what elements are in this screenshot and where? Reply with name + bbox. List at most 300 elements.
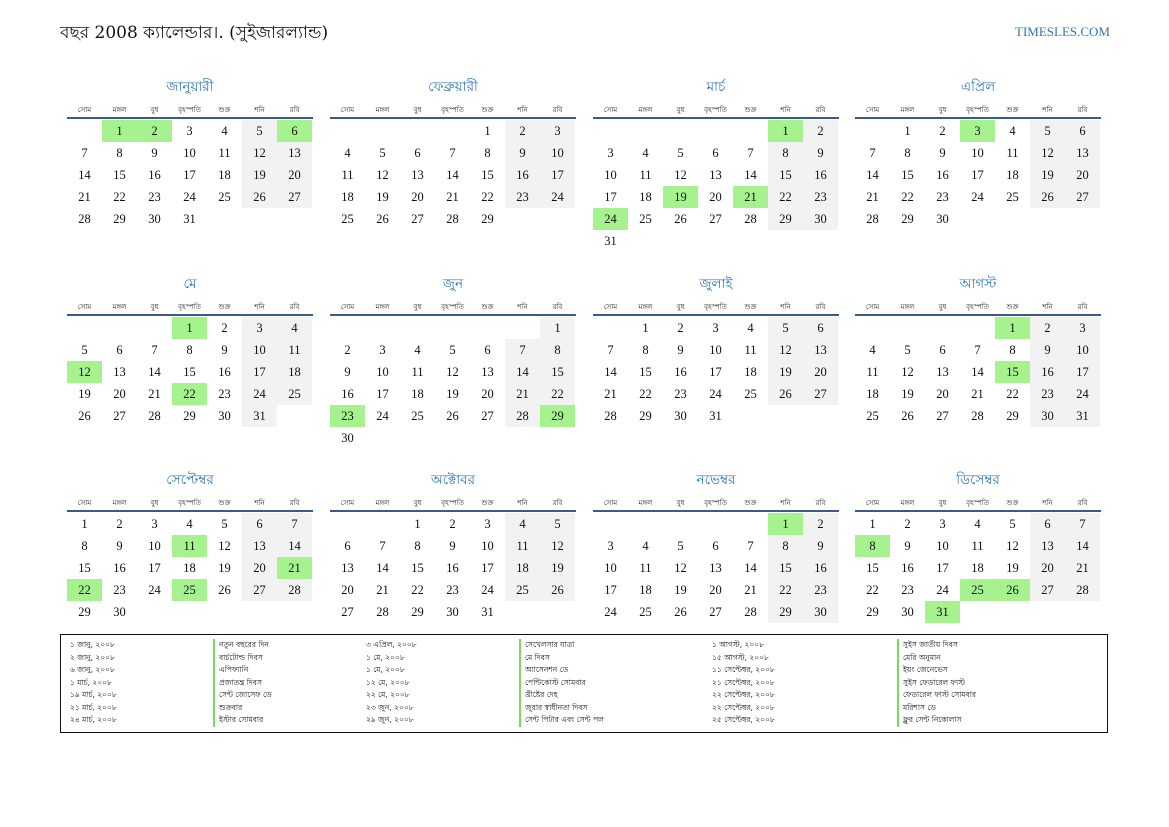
day-cell: 8 [642, 343, 649, 357]
holiday-name-column [519, 639, 604, 727]
day-cell: 15 [113, 168, 126, 182]
day-cell: 30 [1030, 405, 1065, 427]
day-cell: 4 [344, 146, 351, 160]
holiday-date: ২৪ মার্চ, ২০০৮ [70, 715, 117, 724]
day-cell: 18 [639, 190, 652, 204]
holiday-day-cell: 26 [995, 579, 1030, 601]
day-cell: 26 [242, 186, 277, 208]
day-cell: 16 [505, 164, 540, 186]
weekday-label: বৃহস্পতি [966, 499, 989, 507]
day-cell: 24 [183, 190, 196, 204]
month-name: মার্চ [706, 79, 726, 95]
weekday-label: বুধ [938, 106, 947, 114]
day-cell: 30 [446, 605, 459, 619]
weekday-label: রবি [1077, 499, 1088, 507]
day-cell: 14 [505, 361, 540, 383]
weekday-label: রবি [552, 303, 563, 311]
holiday-date-column [712, 639, 775, 727]
day-cell: 10 [604, 561, 617, 575]
holiday-day-cell: 1 [768, 513, 803, 535]
holiday-date: ১ মে, ২০০৮ [366, 665, 405, 674]
day-cell: 1 [484, 124, 491, 138]
month-name: ফেব্রুয়ারী [428, 79, 478, 95]
month-header-rule [330, 314, 576, 316]
day-cell: 26 [218, 583, 231, 597]
day-cell: 29 [481, 212, 494, 226]
day-cell: 1 [414, 517, 421, 531]
holiday-name: সেন্ট পিটার এবং সেন্ট পল [519, 714, 604, 727]
day-cell: 3 [484, 517, 491, 531]
holiday-day-cell: 23 [330, 405, 365, 427]
day-cell: 23 [803, 186, 838, 208]
day-cell: 7 [747, 146, 754, 160]
day-cell: 12 [242, 142, 277, 164]
day-cell: 14 [277, 535, 312, 557]
day-cell: 6 [242, 513, 277, 535]
day-cell: 1 [642, 321, 649, 335]
weekday-label: বুধ [150, 106, 159, 114]
weekday-label: রবি [815, 499, 826, 507]
holiday-name: সুইস জাতীয় দিবস [897, 639, 976, 652]
weekday-label: শুক্র [481, 106, 494, 114]
holiday-date: ২৩ জুন, ২০০৮ [366, 702, 414, 712]
weekday-label: শনি [780, 499, 791, 507]
day-cell: 11 [505, 535, 540, 557]
month-name: নভেম্বর [696, 472, 736, 488]
holiday-day-cell: 1 [172, 317, 207, 339]
day-cell: 17 [1065, 361, 1100, 383]
holiday-day-cell: 3 [960, 120, 995, 142]
day-cell: 10 [540, 142, 575, 164]
day-cell: 22 [901, 190, 914, 204]
holiday-date: ২১ সেপ্টেম্বর, ২০০৮ [712, 677, 775, 687]
weekday-label: সোম [603, 303, 618, 311]
day-cell: 26 [768, 383, 803, 405]
day-cell: 11 [639, 561, 652, 575]
day-cell: 19 [768, 361, 803, 383]
day-cell: 30 [218, 409, 231, 423]
holiday-name: জুরার স্বাধীনতা দিবস [519, 702, 604, 715]
day-cell: 22 [481, 190, 494, 204]
day-cell: 7 [869, 146, 876, 160]
day-cell: 9 [449, 539, 456, 553]
day-cell: 21 [376, 583, 389, 597]
day-cell: 14 [744, 561, 757, 575]
day-cell: 2 [904, 517, 911, 531]
weekday-label: মঙ্গল [638, 499, 653, 507]
holiday-day-cell: 8 [855, 535, 890, 557]
day-cell: 29 [183, 409, 196, 423]
day-cell: 29 [768, 208, 803, 230]
day-cell: 18 [866, 387, 879, 401]
holiday-date: ১ জানু, ২০০৮ [70, 640, 115, 649]
day-cell: 10 [709, 343, 722, 357]
day-cell: 1 [540, 317, 575, 339]
holiday-day-cell: 21 [277, 557, 312, 579]
day-cell: 13 [113, 365, 126, 379]
day-cell: 8 [186, 343, 193, 357]
day-cell: 19 [376, 190, 389, 204]
day-cell: 24 [1065, 383, 1100, 405]
day-cell: 16 [446, 561, 459, 575]
weekday-label: শনি [517, 499, 528, 507]
day-cell: 7 [505, 339, 540, 361]
weekday-label: শুক্র [218, 499, 231, 507]
day-cell: 16 [218, 365, 231, 379]
day-cell: 28 [376, 605, 389, 619]
weekday-label: বৃহস্পতি [441, 499, 464, 507]
day-cell: 24 [709, 387, 722, 401]
weekday-label: মঙ্গল [375, 106, 390, 114]
month-name: জুন [442, 276, 464, 292]
day-cell: 14 [604, 365, 617, 379]
day-cell: 6 [712, 539, 719, 553]
day-cell: 13 [411, 168, 424, 182]
day-cell: 25 [218, 190, 231, 204]
day-cell: 10 [376, 365, 389, 379]
day-cell: 6 [414, 146, 421, 160]
weekday-label: শনি [517, 106, 528, 114]
holiday-name: পেন্টিকোস্ট সোমবার [519, 677, 604, 690]
weekday-label: সোম [340, 303, 355, 311]
weekday-label: রবি [1077, 106, 1088, 114]
holiday-date: ৬ জানু, ২০০৮ [70, 665, 115, 674]
weekday-label: শুক্র [218, 106, 231, 114]
holiday-name: ইয়ং জেনেভেস [897, 664, 976, 677]
day-cell: 7 [974, 343, 981, 357]
day-cell: 30 [901, 605, 914, 619]
day-cell: 18 [1006, 168, 1019, 182]
month-header-rule [67, 117, 313, 119]
day-cell: 13 [242, 535, 277, 557]
day-cell: 25 [744, 387, 757, 401]
holiday-day-cell: 29 [540, 405, 575, 427]
day-cell: 20 [709, 190, 722, 204]
weekday-label: রবি [289, 499, 300, 507]
day-cell: 11 [411, 365, 424, 379]
weekday-label: সোম [603, 499, 618, 507]
day-cell: 2 [803, 513, 838, 535]
day-cell: 3 [607, 539, 614, 553]
weekday-label: শুক্র [1006, 303, 1019, 311]
day-cell: 25 [639, 605, 652, 619]
day-cell: 15 [183, 365, 196, 379]
day-cell: 4 [1009, 124, 1016, 138]
day-cell: 29 [639, 409, 652, 423]
day-cell: 5 [221, 517, 228, 531]
day-cell: 13 [1030, 535, 1065, 557]
day-cell: 27 [1030, 579, 1065, 601]
day-cell: 17 [936, 561, 949, 575]
day-cell: 24 [242, 383, 277, 405]
day-cell: 9 [221, 343, 228, 357]
day-cell: 27 [341, 605, 354, 619]
page-title: বছর 2008 ক্যালেন্ডার।. (সুইজারল্যান্ড) [60, 23, 329, 43]
month-name: জুলাই [699, 276, 733, 292]
day-cell: 27 [1065, 186, 1100, 208]
day-cell: 27 [411, 212, 424, 226]
month-header-rule [855, 117, 1101, 119]
holiday-name: সুইস ফেডারেল ফাস্ট [897, 677, 976, 690]
day-cell: 5 [768, 317, 803, 339]
month-header-rule [67, 314, 313, 316]
day-cell: 5 [81, 343, 88, 357]
day-cell: 12 [768, 339, 803, 361]
day-cell: 11 [1006, 146, 1019, 160]
holiday-day-cell: 25 [172, 579, 207, 601]
day-cell: 6 [1030, 513, 1065, 535]
day-cell: 20 [1030, 557, 1065, 579]
weekday-label: শনি [1042, 499, 1053, 507]
day-cell: 7 [151, 343, 158, 357]
day-cell: 10 [936, 539, 949, 553]
day-cell: 12 [674, 168, 687, 182]
day-cell: 28 [1065, 579, 1100, 601]
weekday-label: মঙ্গল [112, 106, 127, 114]
day-cell: 27 [936, 409, 949, 423]
day-cell: 5 [904, 343, 911, 357]
day-cell: 31 [481, 605, 494, 619]
day-cell: 28 [971, 409, 984, 423]
day-cell: 12 [218, 539, 231, 553]
day-cell: 10 [242, 339, 277, 361]
day-cell: 3 [607, 146, 614, 160]
day-cell: 27 [709, 605, 722, 619]
day-cell: 15 [768, 557, 803, 579]
weekday-label: মঙ্গল [112, 499, 127, 507]
day-cell: 24 [604, 605, 617, 619]
weekday-label: সোম [340, 499, 355, 507]
day-cell: 3 [151, 517, 158, 531]
day-cell: 21 [744, 583, 757, 597]
day-cell: 17 [481, 561, 494, 575]
day-cell: 28 [604, 409, 617, 423]
weekday-label: শুক্র [744, 303, 757, 311]
weekday-label: শনি [780, 303, 791, 311]
day-cell: 13 [709, 561, 722, 575]
month-header-rule [593, 314, 839, 316]
day-cell: 22 [768, 186, 803, 208]
holiday-date: ১৫ আগস্ট, ২০০৮ [712, 652, 769, 662]
day-cell: 7 [1065, 513, 1100, 535]
day-cell: 1 [904, 124, 911, 138]
month-name: সেপ্টেম্বর [166, 472, 214, 488]
day-cell: 17 [709, 365, 722, 379]
day-cell: 9 [939, 146, 946, 160]
day-cell: 18 [218, 168, 231, 182]
weekday-label: বৃহস্পতি [178, 106, 201, 114]
day-cell: 26 [901, 409, 914, 423]
day-cell: 8 [768, 142, 803, 164]
holiday-day-cell: 21 [733, 186, 768, 208]
weekday-label: বুধ [676, 106, 685, 114]
day-cell: 18 [505, 557, 540, 579]
weekday-label: বৃহস্পতি [704, 303, 727, 311]
day-cell: 13 [277, 142, 312, 164]
day-cell: 7 [607, 343, 614, 357]
holiday-name-column [213, 639, 272, 727]
day-cell: 13 [936, 365, 949, 379]
day-cell: 28 [78, 212, 91, 226]
day-cell: 26 [446, 409, 459, 423]
day-cell: 17 [148, 561, 161, 575]
day-cell: 8 [81, 539, 88, 553]
holiday-day-cell: 22 [172, 383, 207, 405]
holiday-day-cell: 1 [102, 120, 137, 142]
weekday-label: বৃহস্পতি [704, 106, 727, 114]
day-cell: 2 [505, 120, 540, 142]
day-cell: 29 [1006, 409, 1019, 423]
day-cell: 18 [341, 190, 354, 204]
day-cell: 23 [936, 190, 949, 204]
day-cell: 12 [674, 561, 687, 575]
day-cell: 21 [78, 190, 91, 204]
holiday-name: ইস্টার সোমবার [213, 714, 272, 727]
day-cell: 16 [803, 557, 838, 579]
site-link[interactable]: TIMESLES.COM [1015, 24, 1110, 39]
day-cell: 21 [505, 383, 540, 405]
day-cell: 19 [540, 557, 575, 579]
holiday-date-column [366, 639, 417, 727]
day-cell: 2 [803, 120, 838, 142]
day-cell: 23 [1030, 383, 1065, 405]
weekday-label: মঙ্গল [900, 303, 915, 311]
day-cell: 20 [803, 361, 838, 383]
weekday-label: শুক্র [1006, 106, 1019, 114]
day-cell: 30 [148, 212, 161, 226]
day-cell: 5 [540, 513, 575, 535]
day-cell: 24 [971, 190, 984, 204]
weekday-label: শুক্র [744, 499, 757, 507]
day-cell: 1 [81, 517, 88, 531]
day-cell: 8 [540, 339, 575, 361]
month-header-rule [330, 117, 576, 119]
day-cell: 10 [183, 146, 196, 160]
day-cell: 11 [744, 343, 757, 357]
day-cell: 31 [1065, 405, 1100, 427]
month-header-rule [855, 314, 1101, 316]
holiday-day-cell: 31 [925, 601, 960, 623]
day-cell: 29 [768, 601, 803, 623]
day-cell: 18 [277, 361, 312, 383]
day-cell: 13 [481, 365, 494, 379]
holiday-name: প্রজাতন্ত্র দিবস [213, 677, 272, 690]
day-cell: 2 [677, 321, 684, 335]
weekday-label: রবি [1077, 303, 1088, 311]
day-cell: 6 [803, 317, 838, 339]
day-cell: 25 [411, 409, 424, 423]
day-cell: 15 [78, 561, 91, 575]
holiday-name: এপিফ্যানি [213, 664, 272, 677]
day-cell: 4 [186, 517, 193, 531]
day-cell: 9 [1030, 339, 1065, 361]
day-cell: 20 [481, 387, 494, 401]
day-cell: 13 [341, 561, 354, 575]
weekday-label: বুধ [676, 499, 685, 507]
day-cell: 12 [376, 168, 389, 182]
month-name: ডিসেম্বর [956, 472, 1000, 488]
day-cell: 30 [803, 208, 838, 230]
day-cell: 15 [768, 164, 803, 186]
day-cell: 28 [505, 405, 540, 427]
day-cell: 26 [674, 212, 687, 226]
day-cell: 12 [1030, 142, 1065, 164]
day-cell: 23 [674, 387, 687, 401]
day-cell: 31 [604, 234, 617, 248]
day-cell: 24 [376, 409, 389, 423]
weekday-label: রবি [815, 106, 826, 114]
day-cell: 21 [446, 190, 459, 204]
holiday-name: ফেডারেল ফাস্ট সোমবার [897, 689, 976, 702]
weekday-label: শুক্র [481, 499, 494, 507]
day-cell: 24 [148, 583, 161, 597]
day-cell: 14 [78, 168, 91, 182]
day-cell: 20 [341, 583, 354, 597]
weekday-label: শুক্র [481, 303, 494, 311]
day-cell: 22 [113, 190, 126, 204]
day-cell: 30 [803, 601, 838, 623]
day-cell: 12 [901, 365, 914, 379]
weekday-label: বুধ [150, 303, 159, 311]
day-cell: 11 [971, 539, 984, 553]
weekday-label: সোম [865, 499, 880, 507]
weekday-label: বুধ [413, 303, 422, 311]
day-cell: 4 [974, 517, 981, 531]
holiday-date: ২ জানু, ২০০৮ [70, 652, 115, 662]
day-cell: 13 [709, 168, 722, 182]
day-cell: 24 [481, 583, 494, 597]
day-cell: 29 [866, 605, 879, 619]
day-cell: 12 [1006, 539, 1019, 553]
weekday-label: বৃহস্পতি [704, 499, 727, 507]
day-cell: 4 [642, 539, 649, 553]
day-cell: 16 [1030, 361, 1065, 383]
day-cell: 23 [901, 583, 914, 597]
weekday-label: বুধ [150, 499, 159, 507]
day-cell: 18 [639, 583, 652, 597]
holiday-day-cell: 25 [960, 579, 995, 601]
day-cell: 29 [901, 212, 914, 226]
holiday-list [60, 634, 1108, 733]
day-cell: 28 [866, 212, 879, 226]
day-cell: 22 [866, 583, 879, 597]
day-cell: 19 [242, 164, 277, 186]
day-cell: 31 [242, 405, 277, 427]
day-cell: 30 [674, 409, 687, 423]
day-cell: 17 [971, 168, 984, 182]
day-cell: 23 [148, 190, 161, 204]
day-cell: 17 [604, 583, 617, 597]
day-cell: 9 [803, 535, 838, 557]
day-cell: 7 [379, 539, 386, 553]
day-cell: 26 [540, 579, 575, 601]
day-cell: 23 [446, 583, 459, 597]
day-cell: 16 [936, 168, 949, 182]
day-cell: 20 [411, 190, 424, 204]
day-cell: 4 [505, 513, 540, 535]
holiday-name: মে দিবস [519, 652, 604, 665]
day-cell: 12 [540, 535, 575, 557]
month-name: অক্টোবর [430, 472, 476, 488]
day-cell: 8 [1009, 343, 1016, 357]
day-cell: 31 [183, 212, 196, 226]
holiday-date: ২৯ জুন, ২০০৮ [366, 715, 414, 724]
day-cell: 29 [113, 212, 126, 226]
day-cell: 7 [449, 146, 456, 160]
holiday-day-cell: 1 [768, 120, 803, 142]
day-cell: 3 [186, 124, 193, 138]
weekday-label: মঙ্গল [638, 106, 653, 114]
